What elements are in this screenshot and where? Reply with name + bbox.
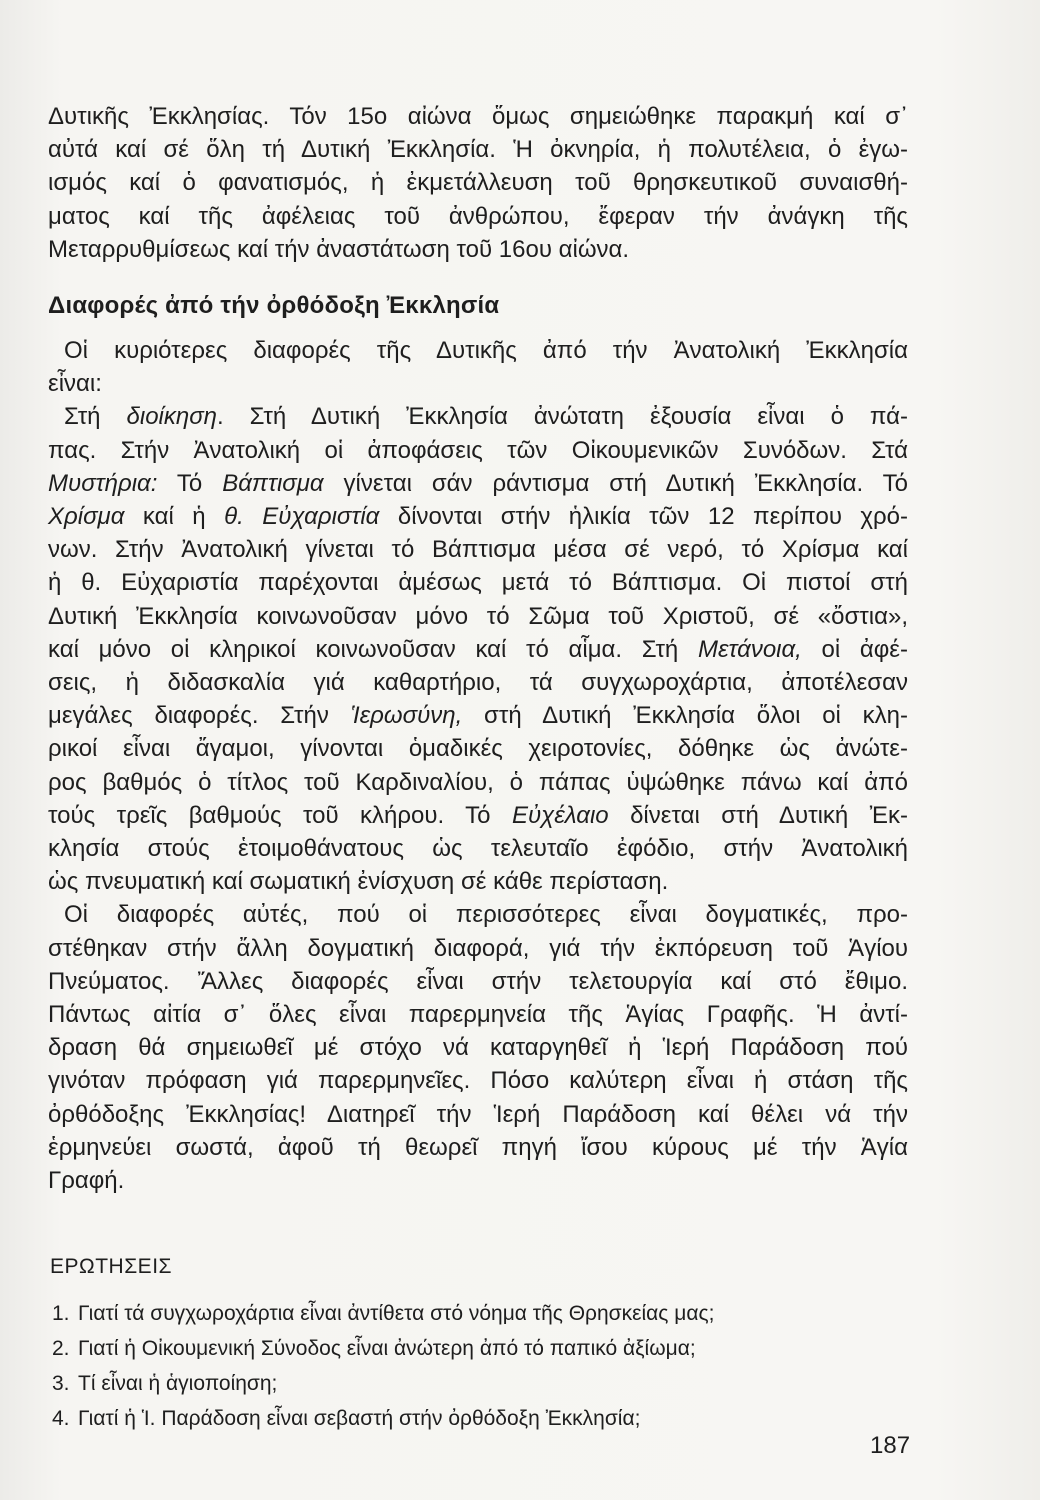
question-item: 2. Γιατί ἡ Οἰκουμενική Σύνοδος εἶναι ἀνώτερη ἀπό τό παπικό ἀξίωμα; [52, 1337, 696, 1361]
text-line: Δυτικῆς Ἐκκλησίας. Τόν 15ο αἰώνα ὅμως σημειώθηκε παρακμή καί σ᾿ [48, 103, 908, 130]
text-line: Χρίσμα καί ἡ θ. Εὐχαριστία δίνονται στήν ἡλικία τῶν 12 περίπου χρό- [48, 503, 909, 531]
text-line: Γραφή. [48, 1167, 125, 1195]
term-priesthood: Ἱερωσύνη, [350, 702, 463, 730]
text-line: νων. Στήν Ἀνατολική γίνεται τό Βάπτισμα μέσα σέ νερό, τό Χρίσμα καί [48, 536, 908, 564]
section-heading: Διαφορές ἀπό τήν ὀρθόδοξη Ἐκκλησία [48, 292, 500, 320]
question-item: 4. Γιατί ἡ Ἱ. Παράδοση εἶναι σεβαστή στήν ὀρθόδοξη Ἐκκλησία; [52, 1406, 641, 1430]
differences-intro-paragraph [48, 334, 908, 400]
questions-list [48, 1297, 908, 1436]
text-line: Δυτική Ἐκκλησία κοινωνοῦσαν μόνο τό Σῶμα τοῦ Χριστοῦ, σέ «ὄστια», [48, 602, 908, 630]
text-line: πας. Στήν Ἀνατολική οἱ ἀποφάσεις τῶν Οἰκουμενικῶν Συνόδων. Στά [48, 436, 908, 464]
text-line: καί μόνο οἱ κληρικοί κοινωνοῦσαν καί τό αἷμα. Στή Μετάνοια, οἱ ἀφέ- [48, 635, 908, 663]
page-number: 187 [870, 1432, 911, 1459]
text-line: ὡς πνευματική καί σωματική ἐνίσχυση σέ κάθε περίσταση. [48, 868, 669, 896]
text-line: ματος καί τῆς ἀφέλειας τοῦ ἀνθρώπου, ἔφεραν τήν ἀνάγκη τῆς [48, 202, 908, 230]
term-unction: Εὐχέλαιο [511, 801, 609, 829]
term-administration: διοίκηση [126, 403, 217, 431]
text-line: Μεταρρυθμίσεως καί τήν ἀναστάτωση τοῦ 16ου αἰώνα. [48, 235, 630, 263]
text-line: Πάντως αἰτία σ᾿ ὅλες εἶναι παρερμηνεία τῆς Ἁγίας Γραφῆς. Ἡ ἀντί- [48, 1001, 908, 1029]
text-line: Πνεύματος. Ἄλλες διαφορές εἶναι στήν τελετουργία καί στό ἔθιμο. [48, 967, 908, 995]
page-content [48, 100, 908, 1436]
text-line: αὐτά καί σέ ὅλη τή Δυτική Ἐκκλησία. Ἡ ὀκνηρία, ἡ πολυτέλεια, ὁ ἐγω- [48, 136, 908, 164]
text-line: δραση θά σημειωθεῖ μέ στόχο νά καταργηθεῖ ἡ Ἱερή Παράδοση πού [48, 1034, 908, 1062]
term-repentance: Μετάνοια, [697, 635, 802, 663]
questions-title: ΕΡΩΤΗΣΕΙΣ [50, 1255, 173, 1279]
term-sacraments: Μυστήρια: [48, 469, 158, 497]
term-baptism: Βάπτισμα [222, 469, 324, 497]
text-line: ἑρμηνεύει σωστά, ἀφοῦ τή θεωρεῖ πηγή ἴσου κύρους μέ τήν Ἁγία [48, 1133, 908, 1161]
text-line: τούς τρεῖς βαθμούς τοῦ κλήρου. Τό Εὐχέλαιο δίνεται στή Δυτική Ἐκ- [48, 801, 908, 829]
text-line: μεγάλες διαφορές. Στήν Ἱερωσύνη, στή Δυτική Ἐκκλησία ὅλοι οἱ κλη- [48, 702, 909, 730]
text-line: στέθηκαν στήν ἄλλη δογματική διαφορά, γιά τήν ἐκπόρευση τοῦ Ἁγίου [48, 934, 908, 962]
text-line: ισμός καί ὁ φανατισμός, ἡ ἐκμετάλλευση τοῦ θρησκευτικοῦ συναισθή- [48, 169, 908, 197]
text-line: ρικοί εἶναι ἄγαμοι, γίνονται ὁμαδικές χειροτονίες, δόθηκε ὡς ἀνώτε- [48, 735, 908, 763]
text-line: ὀρθόδοξης Ἐκκλησίας! Διατηρεῖ τήν Ἱερή Παράδοση καί θέλει νά τήν [48, 1100, 908, 1128]
conclusion-paragraph [48, 898, 908, 1197]
text-line: ἡ θ. Εὐχαριστία παρέχονται ἀμέσως μετά τό Βάπτισμα. Οἱ πιστοί στή [48, 569, 908, 597]
text-line: ρος βαθμός ὁ τίτλος τοῦ Καρδιναλίου, ὁ πάπας ὑψώθηκε πάνω καί ἀπό [48, 768, 908, 796]
text-line: σεις, ἡ διδασκαλία γιά καθαρτήριο, τά συγχωροχάρτια, ἀποτέλεσαν [48, 669, 908, 697]
text-line: Στή διοίκηση. Στή Δυτική Ἐκκλησία ἀνώτατη ἐξουσία εἶναι ὁ πά- [64, 403, 909, 431]
differences-detail-paragraph [48, 400, 908, 898]
intro-paragraph [48, 100, 908, 266]
text-line: κλησία στούς ἑτοιμοθάνατους ὡς τελευταῖο ἐφόδιο, στήν Ἀνατολική [48, 835, 908, 863]
question-item: 1. Γιατί τά συγχωροχάρτια εἶναι ἀντίθετα στό νόημα τῆς Θρησκείας μας; [52, 1302, 715, 1326]
text-line: Μυστήρια: Τό Βάπτισμα γίνεται σάν ράντισμα στή Δυτική Ἐκκλησία. Τό [48, 469, 908, 497]
text-line: γινόταν πρόφαση γιά παρερμηνεῖες. Πόσο καλύτερη εἶναι ἡ στάση τῆς [48, 1067, 908, 1095]
text-line: Οἱ διαφορές αὐτές, πού οἱ περισσότερες εἶναι δογματικές, προ- [64, 901, 908, 929]
text-line: εἶναι: [48, 370, 102, 398]
text-line: Οἱ κυριότερες διαφορές τῆς Δυτικῆς ἀπό τήν Ἀνατολική Ἐκκλησία [64, 337, 908, 365]
term-chrism: Χρίσμα [48, 503, 125, 531]
question-item: 3. Τί εἶναι ἡ ἁγιοποίηση; [52, 1371, 278, 1395]
term-eucharist: θ. Εὐχαριστία [224, 503, 380, 531]
